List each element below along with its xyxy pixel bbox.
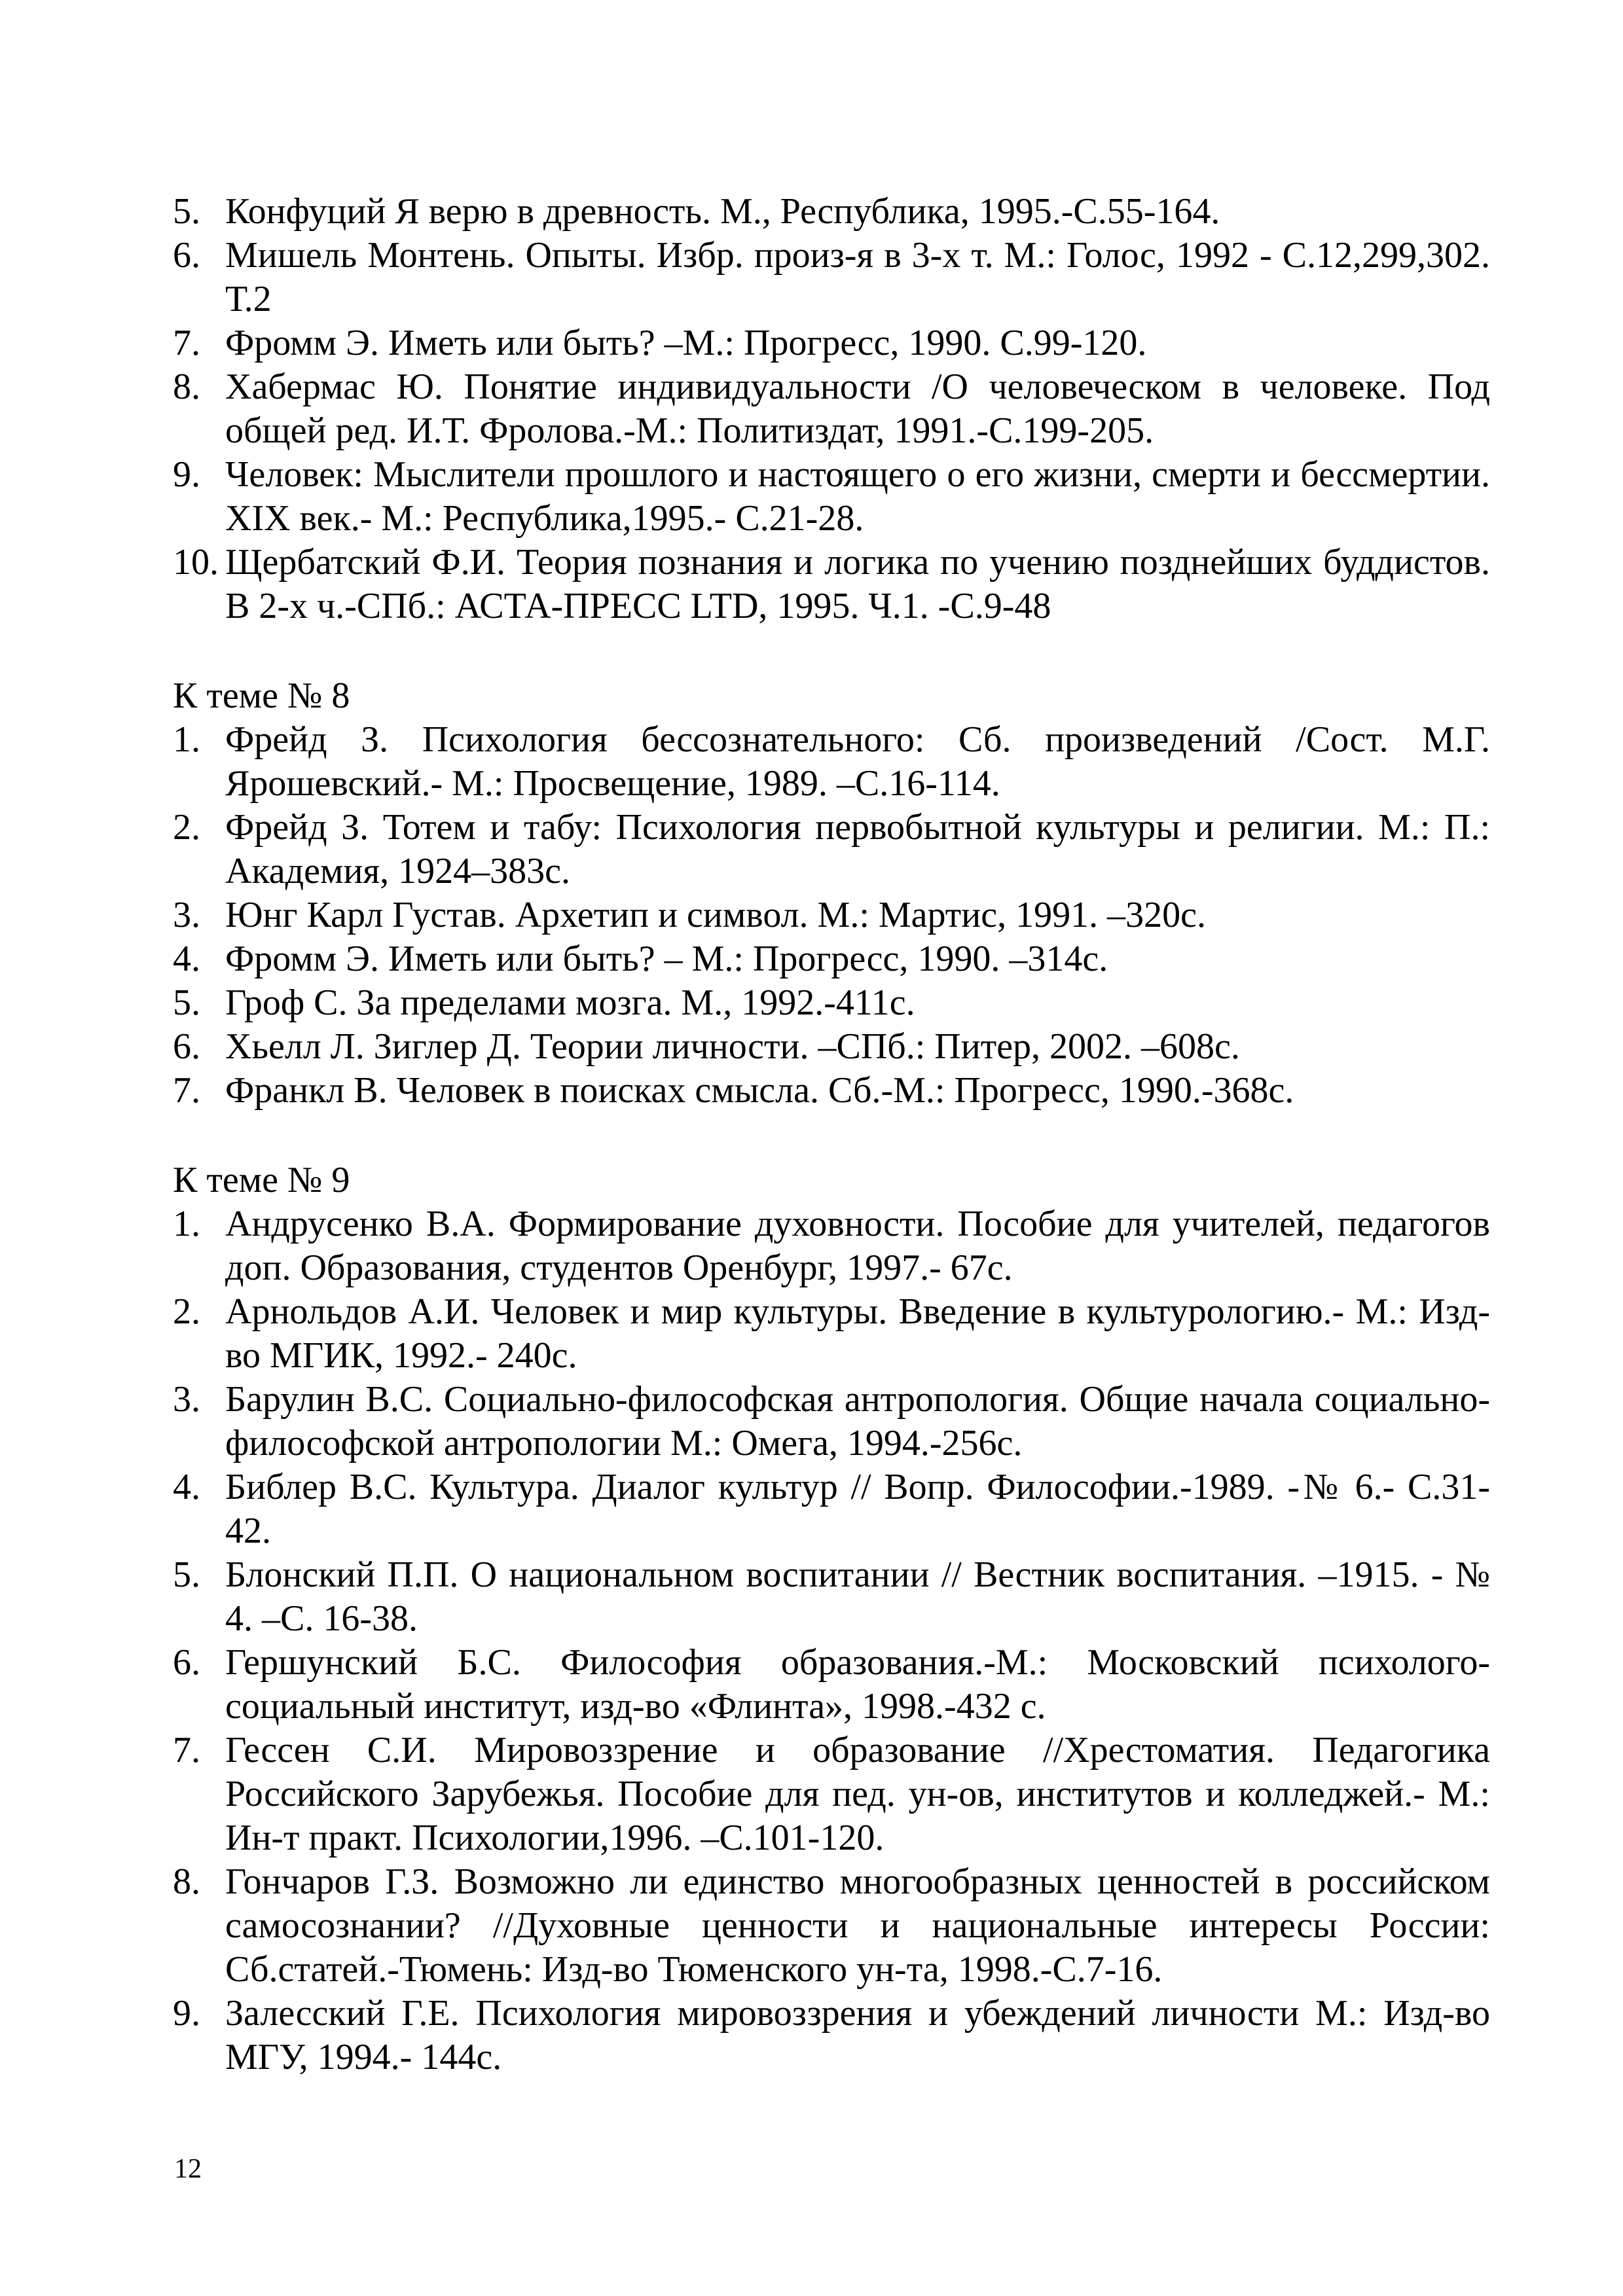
item-number: 6. <box>173 1026 200 1067</box>
list-item <box>173 981 1490 1025</box>
list-item <box>173 365 1490 453</box>
item-number: 3. <box>173 895 200 935</box>
page-number: 12 <box>174 2154 202 2184</box>
list-item <box>173 541 1490 628</box>
item-text: Блонский П.П. О национальном воспитании // Вестник воспитания. –1915. - № 4. –С. 16-38. <box>225 1554 1490 1639</box>
item-number: 7. <box>173 1070 200 1111</box>
list-item <box>173 321 1490 365</box>
list-item <box>173 806 1490 893</box>
item-text: Фрейд З. Тотем и табу: Психология первобытной культуры и религии. М.: П.: Академия, 1924–383с. <box>225 807 1490 891</box>
item-number: 5. <box>173 191 200 232</box>
item-text: Конфуций Я верю в древность. М., Республика, 1995.-С.55-164. <box>225 191 1220 232</box>
list-item <box>173 1202 1490 1290</box>
item-number: 4. <box>173 939 200 979</box>
list-item <box>173 1378 1490 1465</box>
topic-9-heading: К теме № 9 <box>173 1160 350 1200</box>
item-text: Гончаров Г.З. Возможно ли единство многообразных ценностей в российском самосознании? //Духовные ценности и национальные интересы России: Сб.статей.-Тюмень: Изд-во Тюменского ун-та, 1998.-С.7-16. <box>225 1861 1490 1990</box>
list-item <box>173 718 1490 806</box>
list-item <box>173 1729 1490 1860</box>
list-item <box>173 234 1490 321</box>
list-item <box>173 893 1490 937</box>
item-text: Фромм Э. Иметь или быть? –М.: Прогресс, 1990. С.99-120. <box>225 323 1147 363</box>
item-number: 10. <box>173 542 219 583</box>
item-number: 2. <box>173 807 200 848</box>
item-number: 5. <box>173 1554 200 1595</box>
item-text: Хабермас Ю. Понятие индивидуальности /О человеческом в человеке. Под общей ред. И.Т. Фролова.-М.: Политиздат, 1991.-С.199-205. <box>225 367 1490 451</box>
item-number: 2. <box>173 1291 200 1332</box>
topic-8-heading: К теме № 8 <box>173 675 350 716</box>
item-number: 9. <box>173 454 200 495</box>
item-text: Фромм Э. Иметь или быть? – М.: Прогресс, 1990. –314с. <box>225 939 1108 979</box>
item-number: 5. <box>173 982 200 1023</box>
item-text: Человек: Мыслители прошлого и настоящего о его жизни, смерти и бессмертии. XIX век.- М.: Республика,1995.- С.21-28. <box>225 454 1490 539</box>
item-text: Фрейд З. Психология бессознательного: Сб. произведений /Сост. М.Г. Ярошевский.- М.: Просвещение, 1989. –С.16-114. <box>225 719 1490 804</box>
list-item <box>173 1553 1490 1641</box>
list-item <box>173 1025 1490 1069</box>
item-text: Щербатский Ф.И. Теория познания и логика по учению позднейших буддистов. В 2-х ч.-СПб.: АСТА-ПРЕСС LTD, 1995. Ч.1. -С.9-48 <box>225 542 1490 626</box>
list-item <box>173 1860 1490 1992</box>
list-item <box>173 1290 1490 1378</box>
item-text: Арнольдов А.И. Человек и мир культуры. Введение в культурологию.- М.: Изд-во МГИК, 1992.- 240с. <box>225 1291 1490 1376</box>
item-text: Франкл В. Человек в поисках смысла. Сб.-М.: Прогресс, 1990.-368с. <box>225 1070 1294 1111</box>
item-text: Гессен С.И. Мировоззрение и образование //Хрестоматия. Педагогика Российского Зарубежья. Пособие для пед. ун-ов, институтов и колледжей.- М.: Ин-т практ. Психологии,1996. –С.101-120. <box>225 1730 1490 1858</box>
reference-list-continued <box>173 190 1490 628</box>
item-text: Хьелл Л. Зиглер Д. Теории личности. –СПб.: Питер, 2002. –608с. <box>225 1026 1240 1067</box>
item-number: 9. <box>173 1993 200 2034</box>
item-number: 1. <box>173 1204 200 1244</box>
item-number: 8. <box>173 1861 200 1902</box>
topic-8-section <box>173 674 1490 1113</box>
item-number: 7. <box>173 323 200 363</box>
list-item <box>173 1992 1490 2079</box>
item-number: 4. <box>173 1467 200 1507</box>
item-text: Юнг Карл Густав. Архетип и символ. М.: Мартис, 1991. –320с. <box>225 895 1206 935</box>
item-number: 3. <box>173 1379 200 1420</box>
topic-9-section <box>173 1158 1490 2079</box>
item-text: Гроф С. За пределами мозга. М., 1992.-411с. <box>225 982 915 1023</box>
item-number: 7. <box>173 1730 200 1770</box>
item-text: Гершунский Б.С. Философия образования.-М.: Московский психолого-социальный институт, изд-во «Флинта», 1998.-432 с. <box>225 1642 1490 1727</box>
item-number: 8. <box>173 367 200 407</box>
item-text: Андрусенко В.А. Формирование духовности. Пособие для учителей, педагогов доп. Образования, студентов Оренбург, 1997.- 67с. <box>225 1204 1490 1288</box>
item-text: Залесский Г.Е. Психология мировоззрения и убеждений личности М.: Изд-во МГУ, 1994.- 144с. <box>225 1993 1490 2077</box>
item-text: Барулин В.С. Социально-философская антропология. Общие начала социально-философской антропологии М.: Омега, 1994.-256с. <box>225 1379 1490 1463</box>
item-number: 6. <box>173 1642 200 1683</box>
item-number: 6. <box>173 235 200 276</box>
item-text: Библер В.С. Культура. Диалог культур // Вопр. Философии.-1989. -№ 6.- С.31-42. <box>225 1467 1490 1551</box>
list-item <box>173 1465 1490 1553</box>
item-text: Мишель Монтень. Опыты. Избр. произ-я в 3-х т. М.: Голос, 1992 - С.12,299,302. Т.2 <box>225 235 1490 319</box>
item-number: 1. <box>173 719 200 760</box>
list-item <box>173 190 1490 234</box>
list-item <box>173 1069 1490 1113</box>
list-item <box>173 937 1490 981</box>
list-item <box>173 453 1490 541</box>
list-item <box>173 1641 1490 1729</box>
